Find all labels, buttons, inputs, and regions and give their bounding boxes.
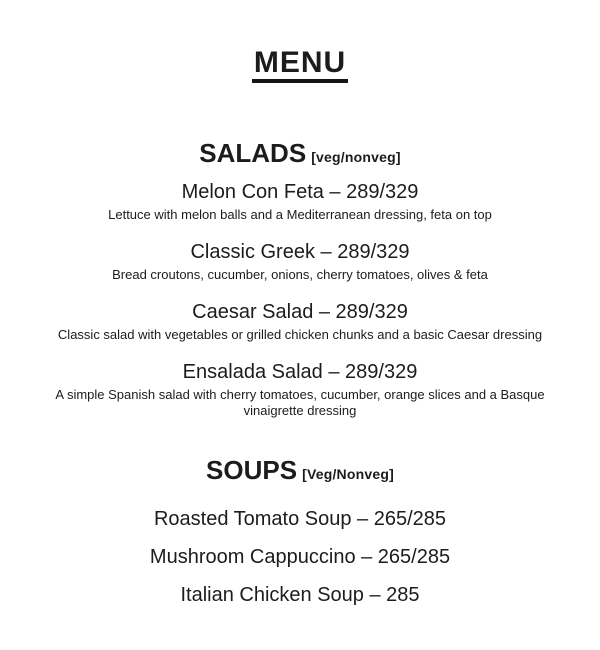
section-soups — [0, 457, 600, 604]
salads-section-tag: [veg/nonveg] — [311, 149, 401, 165]
item-title: Ensalada Salad – 289/329 — [182, 361, 418, 384]
page-title: MENU — [252, 48, 348, 83]
menu-item-italian-chicken-soup — [0, 585, 600, 605]
menu-item-mushroom-cappuccino — [0, 547, 600, 567]
item-title: Mushroom Cappuccino – 265/285 — [149, 545, 451, 568]
item-description: Classic salad with vegetables or grilled chicken chunks and a basic Caesar dressing — [57, 327, 543, 343]
item-title: Melon Con Feta – 289/329 — [181, 181, 419, 204]
soups-section-heading — [0, 457, 600, 484]
salads-section-name: SALADS — [199, 138, 307, 168]
menu-item-roasted-tomato-soup — [0, 509, 600, 529]
soups-section-name: SOUPS — [206, 455, 298, 486]
soups-section-tag: [Veg/Nonveg] — [302, 466, 394, 483]
item-description: Bread croutons, cucumber, onions, cherry tomatoes, olives & feta — [112, 267, 488, 283]
salads-section-heading — [0, 140, 600, 167]
item-title: Caesar Salad – 289/329 — [192, 301, 408, 324]
item-title: Roasted Tomato Soup – 265/285 — [153, 507, 447, 530]
menu-item-classic-greek — [0, 242, 600, 283]
item-title: Italian Chicken Soup – 285 — [180, 583, 420, 606]
menu-item-ensalada-salad — [0, 362, 600, 419]
item-description: Lettuce with melon balls and a Mediterranean dressing, feta on top — [108, 207, 492, 223]
menu-item-caesar-salad — [0, 302, 600, 343]
menu-item-melon-con-feta — [0, 182, 600, 223]
item-title: Classic Greek – 289/329 — [190, 241, 410, 264]
item-description: A simple Spanish salad with cherry tomatoes, cucumber, orange slices and a Basque vinaigrette dressing — [55, 387, 545, 419]
section-salads — [0, 140, 600, 419]
